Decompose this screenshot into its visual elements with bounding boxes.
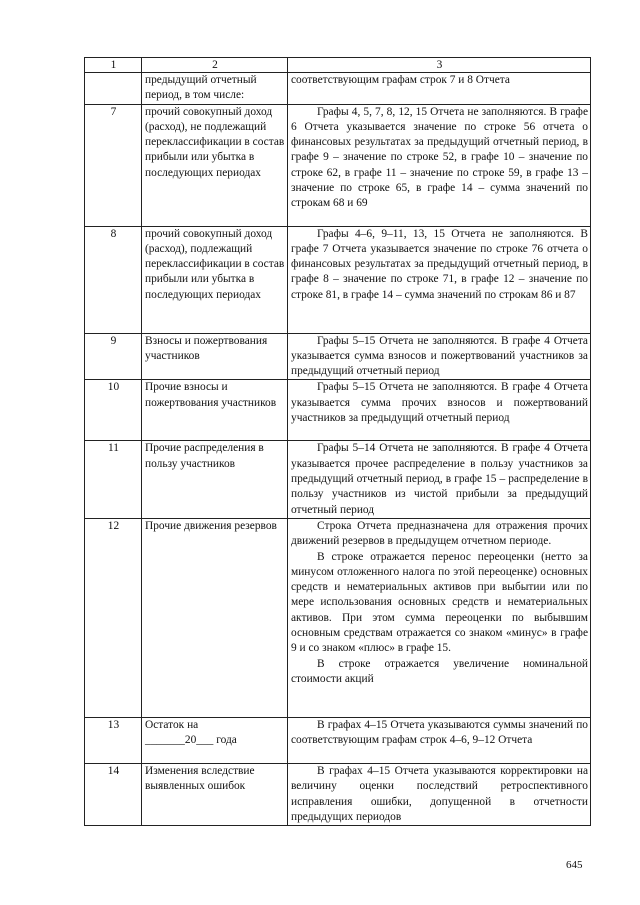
row-number: 7 [85,104,142,226]
row-number: 14 [85,763,142,825]
description-paragraph: Графы 5–15 Отчета не заполняются. В графе 4 Отчета указывается сумма взносов и пожертвований участников за предыдущий отчетный период [291,334,588,378]
table-row [85,226,591,333]
row-number: 10 [85,380,142,441]
row-name: Изменения вследствие выявленных ошибок [142,763,288,825]
page-number: 645 [566,859,583,871]
table-row [85,717,591,763]
continuation-row [85,73,591,105]
row-description [288,73,591,105]
row-description [288,104,591,226]
description-paragraph: В строке отражается увеличение номинальной стоимости акций [291,657,588,685]
row-description [288,441,591,518]
row-number [85,73,142,105]
description-paragraph: В графах 4–15 Отчета указываются корректировки на величину оценки последствий ретроспективного исправления ошибки, допущенной в отчетности предыдущих периодов [291,764,588,823]
row-name: Прочие движения резервов [142,518,288,717]
column-header-1: 1 [85,58,142,73]
row-number: 8 [85,226,142,333]
row-name: Прочие распределения в пользу участников [142,441,288,518]
row-name-line: Остаток на [145,718,199,731]
row-name: Прочие взносы и пожертвования участников [142,380,288,441]
description-paragraph: Строка Отчета предназначена для отражения прочих движений резервов в предыдущем отчетном периоде. [291,519,588,548]
instruction-table [84,57,591,826]
description-paragraph: В строке отражается перенос переоценки (нетто за минусом отложенного налога по этой переоценке) основных средств и нематериальных активов при выбытии или по мере использования основных средств и нематериальных активов. При этом сумма переоценки по выбывшим основным средствам отражается со знаком «минус» в графе 9 и со знаком «плюс» в графе 15. [291,550,588,655]
table-row [85,441,591,518]
row-description [288,717,591,763]
row-number: 13 [85,717,142,763]
table-row [85,104,591,226]
row-description [288,380,591,441]
row-description [288,333,591,380]
description-paragraph: Графы 5–14 Отчета не заполняются. В графе 4 Отчета указывается прочее распределение в пользу участников за предыдущий отчетный период, в графе 15 – распределение в пользу участников из чистой прибыли за предыдущий отчетный период [291,442,588,516]
row-name [142,717,288,763]
row-name: Взносы и пожертвования участников [142,333,288,380]
description-paragraph: Графы 5–15 Отчета не заполняются. В графе 4 Отчета указывается сумма прочих взносов и пожертвований участников за предыдущий отчетный период [291,381,588,425]
description-paragraph: Графы 4–6, 9–11, 13, 15 Отчета не заполняются. В графе 7 Отчета указывается значение по строке 76 отчета о финансовых результатах за предыдущий отчетный период, в графе 8 – значение по строке 71, в графе 12 – значение по строке 81, в графе 14 – сумма значений по строкам 86 и 87 [291,227,588,301]
row-number: 11 [85,441,142,518]
table-row [85,763,591,825]
row-description [288,763,591,825]
row-number: 9 [85,333,142,380]
description-paragraph: соответствующим графам строк 7 и 8 Отчета [291,74,510,86]
row-description [288,226,591,333]
row-number: 12 [85,518,142,717]
table-row [85,518,591,717]
column-header-3: 3 [288,58,591,73]
description-paragraph: Графы 4, 5, 7, 8, 12, 15 Отчета не заполняются. В графе 6 Отчета указывается значение по строке 56 отчета о финансовых результатах за предыдущий отчетный период, в графе 9 – значение по строке 52, в графе 10 – значение по строке 62, в графе 11 – значение по строке 59, в графе 13 – значение по строке 65, в графе 14 – сумма значений по строкам 68 и 69 [291,105,588,210]
column-header-2: 2 [142,58,288,73]
row-name: прочий совокупный доход (расход), не подлежащий переклассификации в состав прибыли или убытка в последующих периодах [142,104,288,226]
row-description [288,518,591,717]
row-name: предыдущий отчетный период, в том числе: [142,73,288,105]
row-name-line: _______20___ года [145,734,237,747]
table-row [85,333,591,380]
row-name: прочий совокупный доход (расход), подлежащий переклассификации в состав прибыли или убытка в последующих периодах [142,226,288,333]
description-paragraph: В графах 4–15 Отчета указываются суммы значений по соответствующим графам строк 4–6, 9–12 Отчета [291,718,588,747]
header-row [85,58,591,73]
table-row [85,380,591,441]
